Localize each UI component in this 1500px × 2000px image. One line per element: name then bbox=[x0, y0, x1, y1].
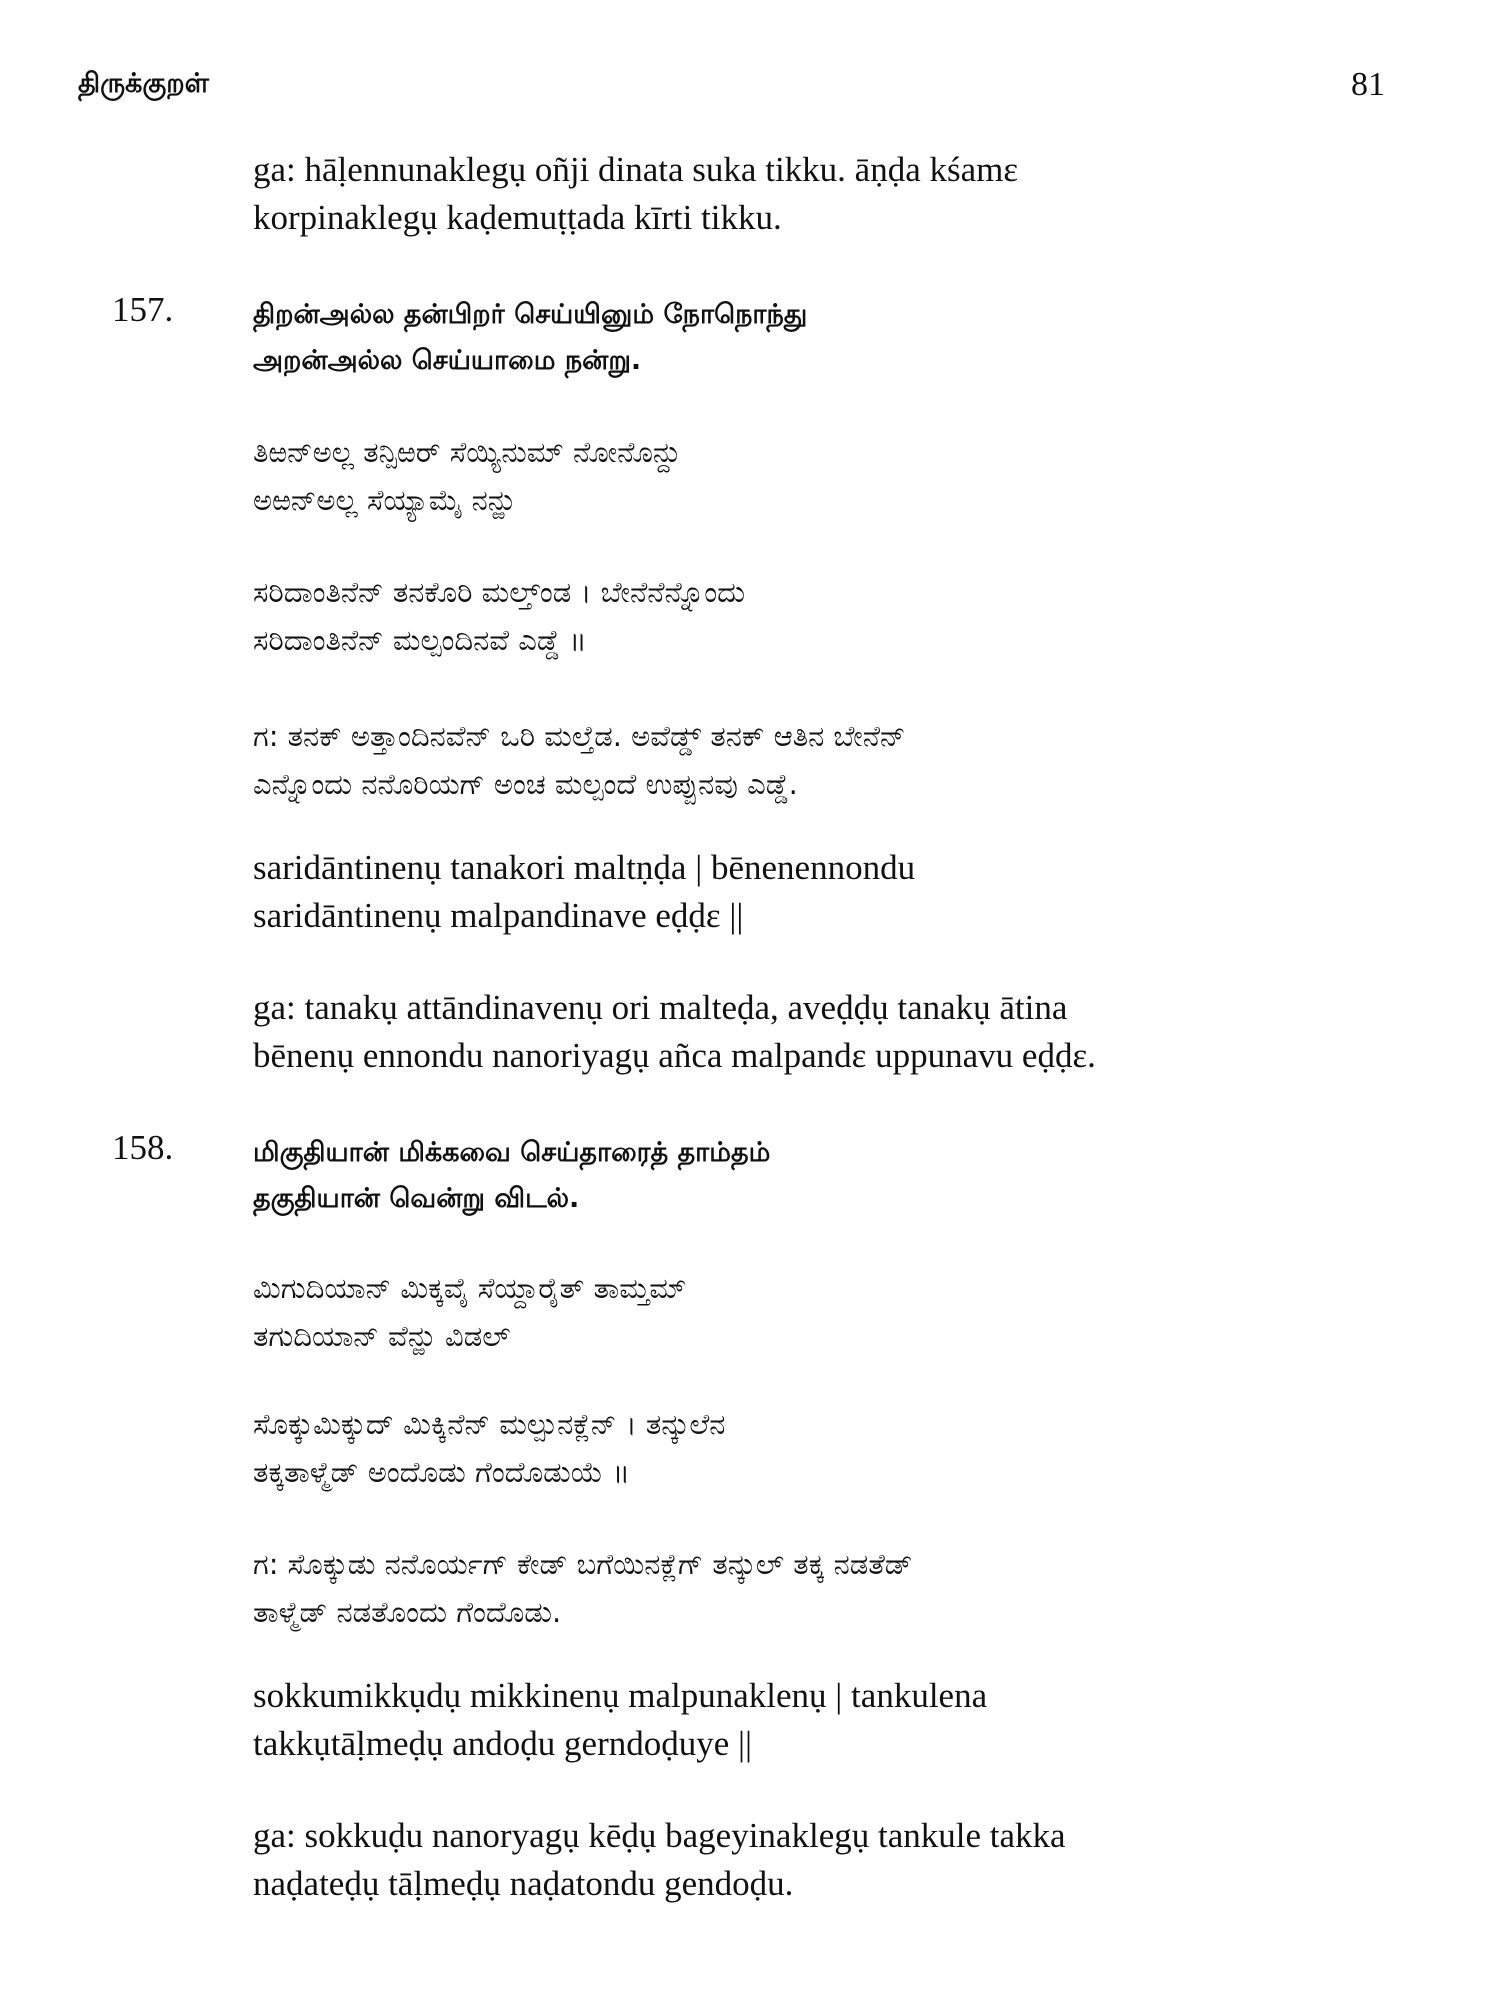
tulu-verse-line: ಸರಿದಾಂತಿನೆನ್ ತನಕೊರಿ ಮಲ್ತ್ಂಡ । ಬೇನೆನೆನ್ನೊಂದು bbox=[253, 575, 746, 609]
transliteration-line: ಮಿಗುದಿಯಾನ್ ಮಿಕ್ಕವೈ ಸೆಯ್ದಾರೈತ್ ತಾಮ್ತಮ್ bbox=[253, 1271, 687, 1305]
page-number: 81 bbox=[1351, 66, 1385, 103]
roman-verse-line: saridāntinenụ tanakori maltṇḍa | bēnenennondu bbox=[253, 848, 916, 887]
transliteration-line: ತಿಱನ್‌ಅಲ್ಲ ತನ್ಪಿಱರ್ ಸೆಯ್ಯಿನುಮ್ ನೋನೊನ್ದು bbox=[253, 435, 681, 469]
roman-verse-line: takkụtāḷmeḍụ andoḍu gerndoḍuye || bbox=[253, 1724, 753, 1763]
roman-gloss-line: ga: tanakụ attāndinavenụ ori malteḍa, aveḍḍụ tanakụ ātina bbox=[253, 988, 1068, 1027]
roman-gloss bbox=[253, 1812, 1413, 1908]
tamil-line: திறன்அல்ல தன்பிறர் செய்யினும் நோநொந்து bbox=[253, 299, 808, 330]
transliteration-line: ಅಱನ್‌ಅಲ್ಲ ಸೆಯ್ಯಾಮೈ ನನ್ಱು bbox=[253, 483, 516, 517]
tulu-verse-line: ಸರಿದಾಂತಿನೆನ್ ಮಲ್ಪಂದಿನವೆ ಎಡ್ಡೆ ॥ bbox=[253, 623, 587, 657]
running-header-title: திருக்குறள் bbox=[78, 68, 209, 99]
tulu-gloss-line: ಗ: ಸೊಕ್ಕುಡು ನನೊರ್ಯಗ್ ಕೇಡ್ ಬಗೆಯಿನಕ್ಲೆಗ್ ತನ್ಕುಲ್ ತಕ್ಕ ನಡತೆಡ್ bbox=[253, 1547, 913, 1581]
verse-transliteration bbox=[253, 428, 1413, 524]
tulu-verse bbox=[253, 1400, 1413, 1496]
tulu-gloss-line: ಎನ್ನೊಂದು ನನೊರಿಯಗ್ ಅಂಚ ಮಲ್ಪಂದೆ ಉಪ್ಪುನವು ಎಡ್ಡೆ. bbox=[253, 767, 798, 801]
tulu-verse-line: ತಕ್ಕತಾಳ್ಮೆಡ್ ಅಂದೊಡು ಗೆಂದೊಡುಯೆ ॥ bbox=[253, 1455, 630, 1489]
gloss-line: korpinaklegụ kaḍemuṭṭada kīrti tikku. bbox=[253, 198, 782, 237]
gloss-line: ga: hāḷennunaklegụ oñji dinata suka tikku. āṇḍa kśamɛ bbox=[253, 150, 1019, 189]
tamil-line: அறன்அல்ல செய்யாமை நன்று. bbox=[253, 345, 642, 376]
verse-number: 158. bbox=[112, 1128, 174, 1167]
tulu-gloss bbox=[253, 712, 1413, 808]
transliteration-line: ತಗುದಿಯಾನ್ ವೆನ್ಱು ವಿಡಲ್ bbox=[253, 1319, 511, 1353]
tulu-gloss-line: ತಾಳ್ಮೆಡ್ ನಡತೊಂದು ಗೆಂದೊಡು. bbox=[253, 1595, 562, 1629]
tulu-gloss bbox=[253, 1540, 1413, 1636]
roman-gloss-line: bēnenụ ennondu nanoriyagụ añca malpandɛ uppunavu eḍḍɛ. bbox=[253, 1036, 1096, 1075]
verse-tamil bbox=[253, 1130, 1413, 1222]
roman-verse bbox=[253, 844, 1413, 940]
verse-number: 157. bbox=[112, 290, 174, 329]
verse-tamil bbox=[253, 292, 1413, 384]
tulu-gloss-line: ಗ: ತನಕ್ ಅತ್ತಾಂದಿನವೆನ್ ಒರಿ ಮಲ್ತೆಡ. ಅವೆಡ್ಡ್ ತನಕ್ ಆತಿನ ಬೇನೆನ್ bbox=[253, 719, 906, 753]
tulu-verse bbox=[253, 568, 1413, 664]
tamil-line: தகுதியான் வென்று விடல். bbox=[253, 1183, 580, 1214]
roman-verse-line: sokkumikkụdụ mikkinenụ malpunaklenụ | tankulena bbox=[253, 1676, 988, 1715]
verse-transliteration bbox=[253, 1264, 1413, 1360]
roman-gloss bbox=[253, 984, 1413, 1080]
tamil-line: மிகுதியான் மிக்கவை செய்தாரைத் தாம்தம் bbox=[253, 1137, 771, 1168]
roman-verse bbox=[253, 1672, 1413, 1768]
roman-gloss-line: ga: sokkuḍu nanoryagụ kēḍụ bageyinaklegụ tankule takka bbox=[253, 1816, 1066, 1855]
intro-gloss bbox=[253, 146, 1413, 242]
tulu-verse-line: ಸೊಕ್ಕುಮಿಕ್ಕುದ್ ಮಿಕ್ಕಿನೆನ್ ಮಲ್ಪುನಕ್ಲೆನ್ । ತನ್ಕುಲೆನ bbox=[253, 1407, 726, 1441]
roman-verse-line: saridāntinenụ malpandinave eḍḍɛ || bbox=[253, 896, 744, 935]
roman-gloss-line: naḍateḍụ tāḷmeḍụ naḍatondu gendoḍu. bbox=[253, 1864, 794, 1903]
